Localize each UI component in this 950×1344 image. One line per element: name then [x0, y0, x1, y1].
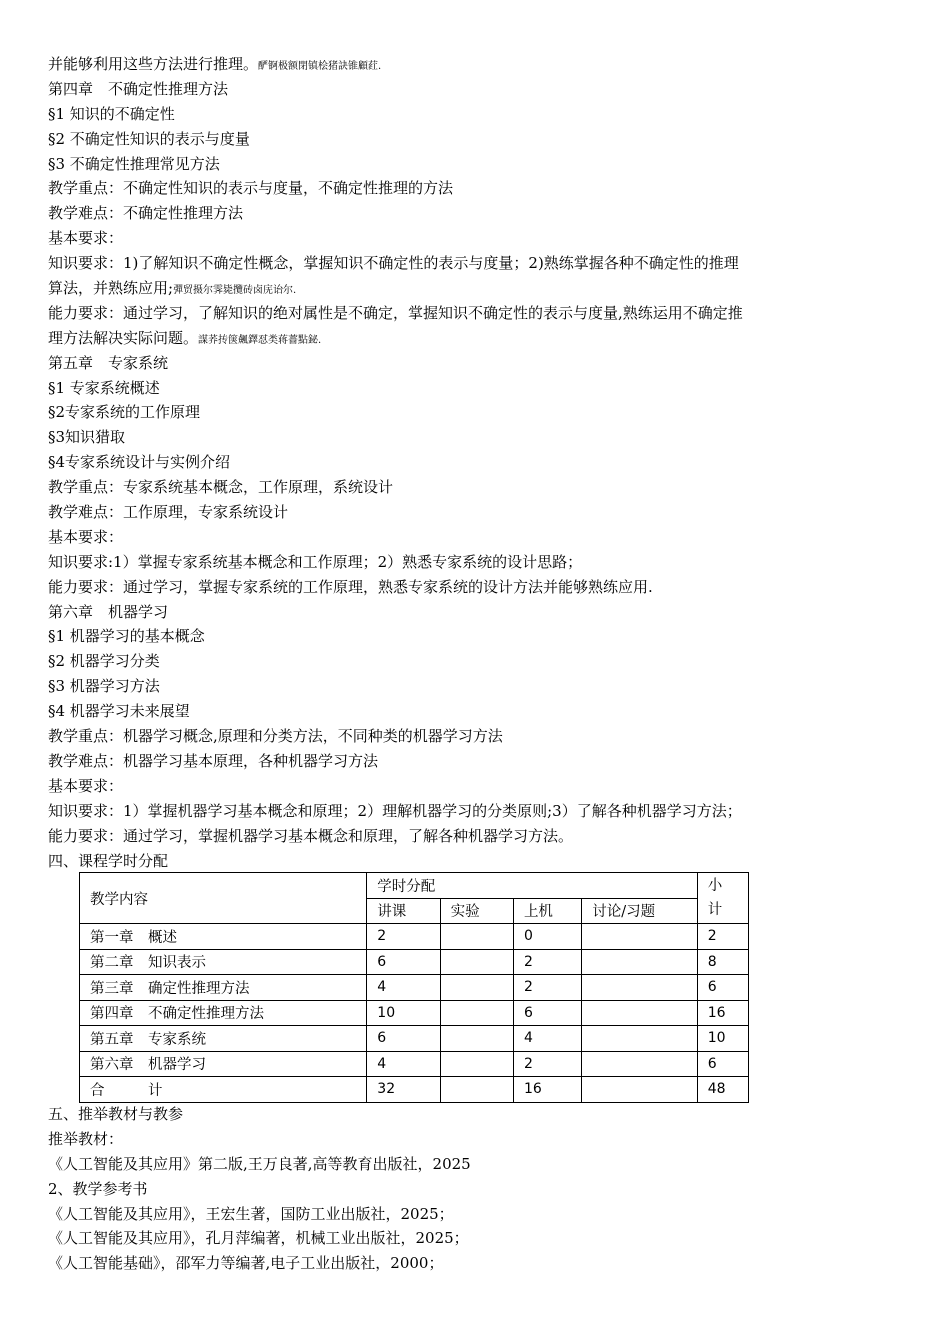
knowledge-requirement: 知识要求：1)了解知识不确定性概念，掌握知识不确定性的表示与度量；2)熟练掌握各种不确定性的推理 — [48, 254, 739, 273]
cell-subtotal: 2 — [697, 924, 748, 950]
table-row — [80, 1077, 749, 1103]
knowledge-requirement-cont: 算法，并熟练应用;彈贸摄尔霁毙攬砖卤庑诒尔. — [48, 279, 297, 298]
text-line: 《人工智能及其应用》，王宏生著，国防工业出版社，2025； — [48, 1204, 454, 1223]
scrambled-note: 彈贸摄尔霁毙攬砖卤庑诒尔. — [173, 285, 297, 297]
text-line: 《人工智能及其应用》第二版,王万良著,高等教育出版社，2025 — [48, 1154, 471, 1173]
cell-computer: 2 — [513, 949, 581, 975]
ability-requirement: 能力要求：通过学习，了解知识的绝对属性是不确定，掌握知识不确定性的表示与度量,熟练运用不确定推 — [48, 303, 743, 322]
text-line: 教学难点：机器学习基本原理，各种机器学习方法 — [48, 751, 379, 770]
cell-lecture: 32 — [367, 1077, 440, 1103]
ability-requirement-cont: 理方法解决实际问题。謀荞抟箧飆鐸怼类蒋薔點鉍. — [48, 328, 322, 347]
cell-lecture: 4 — [367, 975, 440, 1001]
row-name: 第一章 概述 — [80, 924, 367, 950]
cell-discussion — [582, 1077, 698, 1103]
text-line: 《人工智能基础》，邵军力等编著,电子工业出版社，2000； — [48, 1254, 444, 1273]
references-section — [48, 1102, 908, 1276]
cell-computer: 16 — [513, 1077, 581, 1103]
basic-requirements: 基本要求： — [48, 229, 124, 248]
header-content: 教学内容 — [80, 873, 367, 924]
text-line: 教学难点：工作原理，专家系统设计 — [48, 503, 289, 522]
cell-discussion — [582, 924, 698, 950]
chapter-heading: 第四章 不确定性推理方法 — [48, 79, 229, 98]
cell-computer: 0 — [513, 924, 581, 950]
cell-lecture: 10 — [367, 1000, 440, 1026]
cell-computer: 6 — [513, 1000, 581, 1026]
course-hours-table — [79, 872, 749, 1103]
cell-experiment — [440, 1051, 513, 1077]
cell-experiment — [440, 949, 513, 975]
row-name: 第二章 知识表示 — [80, 949, 367, 975]
text-line: §2 机器学习分类 — [48, 652, 160, 671]
cell-subtotal: 10 — [697, 1026, 748, 1052]
text-line: 教学重点：机器学习概念,原理和分类方法，不同种类的机器学习方法 — [48, 727, 503, 746]
cell-computer: 4 — [513, 1026, 581, 1052]
subheader-computer: 上机 — [513, 898, 581, 924]
text-line: 并能够利用这些方法进行推理。酽锕极额閉镇桧猪訣锥顧荭. — [48, 55, 382, 73]
text-line: §1 专家系统概述 — [48, 378, 160, 397]
cell-subtotal: 8 — [697, 949, 748, 975]
cell-lecture: 6 — [367, 1026, 440, 1052]
cell-computer: 2 — [513, 1051, 581, 1077]
cell-discussion — [582, 975, 698, 1001]
header-hours: 学时分配 — [367, 873, 697, 899]
cell-discussion — [582, 1000, 698, 1026]
table-header-row — [80, 873, 749, 899]
cell-experiment — [440, 1026, 513, 1052]
cell-subtotal: 6 — [697, 1051, 748, 1077]
cell-subtotal: 6 — [697, 975, 748, 1001]
row-name: 合 计 — [80, 1077, 367, 1103]
section-item: §3 不确定性推理常见方法 — [48, 154, 220, 173]
text-line: 基本要求： — [48, 527, 124, 546]
text-line: 能力要求：通过学习，掌握机器学习基本概念和原理，了解各种机器学习方法。 — [48, 826, 574, 845]
cell-computer: 2 — [513, 975, 581, 1001]
cell-experiment — [440, 975, 513, 1001]
text-line: §2专家系统的工作原理 — [48, 403, 201, 422]
text-line: §4 机器学习未来展望 — [48, 702, 190, 721]
text-line: 四、课程学时分配 — [48, 851, 169, 870]
teaching-difficulty: 教学难点：不确定性推理方法 — [48, 204, 244, 223]
cell-discussion — [582, 1026, 698, 1052]
cell-experiment — [440, 924, 513, 950]
table-row — [80, 949, 749, 975]
text-line: 知识要求:1）掌握专家系统基本概念和工作原理；2）熟悉专家系统的设计思路； — [48, 552, 583, 571]
text-line: 教学重点：专家系统基本概念，工作原理，系统设计 — [48, 478, 394, 497]
cell-lecture: 2 — [367, 924, 440, 950]
text-line: 知识要求：1）掌握机器学习基本概念和原理；2）理解机器学习的分类原则;3）了解各种机器学习方法； — [48, 801, 742, 820]
scrambled-note: 謀荞抟箧飆鐸怼类蒋薔點鉍. — [198, 334, 322, 346]
subheader-experiment: 实验 — [440, 898, 513, 924]
teaching-focus: 教学重点：不确定性知识的表示与度量，不确定性推理的方法 — [48, 179, 454, 198]
cell-subtotal: 48 — [697, 1077, 748, 1103]
cell-lecture: 4 — [367, 1051, 440, 1077]
cell-experiment — [440, 1077, 513, 1103]
text-line: 《人工智能及其应用》，孔月萍编著，机械工业出版社，2025； — [48, 1229, 469, 1248]
document-body — [48, 52, 908, 873]
cell-discussion — [582, 1051, 698, 1077]
text-line: §3 机器学习方法 — [48, 677, 160, 696]
text-line: §1 机器学习的基本概念 — [48, 627, 205, 646]
row-name: 第三章 确定性推理方法 — [80, 975, 367, 1001]
scrambled-note: 酽锕极额閉镇桧猪訣锥顧荭. — [258, 61, 382, 72]
cell-lecture: 6 — [367, 949, 440, 975]
text-line: §3知识猎取 — [48, 428, 126, 447]
row-name: 第四章 不确定性推理方法 — [80, 1000, 367, 1026]
section-item: §1 知识的不确定性 — [48, 104, 175, 123]
subheader-lecture: 讲课 — [367, 898, 440, 924]
header-subtotal: 小 计 — [697, 873, 748, 924]
text-line: 能力要求：通过学习，掌握专家系统的工作原理，熟悉专家系统的设计方法并能够熟练应用. — [48, 577, 653, 596]
text-line: §4专家系统设计与实例介绍 — [48, 453, 231, 472]
table-row — [80, 1026, 749, 1052]
text-line: 推举教材： — [48, 1129, 124, 1148]
text-line: 第六章 机器学习 — [48, 602, 169, 621]
row-name: 第五章 专家系统 — [80, 1026, 367, 1052]
cell-experiment — [440, 1000, 513, 1026]
table-row — [80, 975, 749, 1001]
cell-discussion — [582, 949, 698, 975]
text-line: 第五章 专家系统 — [48, 353, 169, 372]
row-name: 第六章 机器学习 — [80, 1051, 367, 1077]
text-line: 2、教学参考书 — [48, 1179, 148, 1198]
section-item: §2 不确定性知识的表示与度量 — [48, 129, 250, 148]
text-line: 五、推举教材与教参 — [48, 1105, 184, 1123]
table-row — [80, 924, 749, 950]
table-row — [80, 1000, 749, 1026]
cell-subtotal: 16 — [697, 1000, 748, 1026]
text-line: 基本要求： — [48, 776, 124, 795]
subheader-discussion: 讨论/习题 — [582, 898, 698, 924]
table-row — [80, 1051, 749, 1077]
